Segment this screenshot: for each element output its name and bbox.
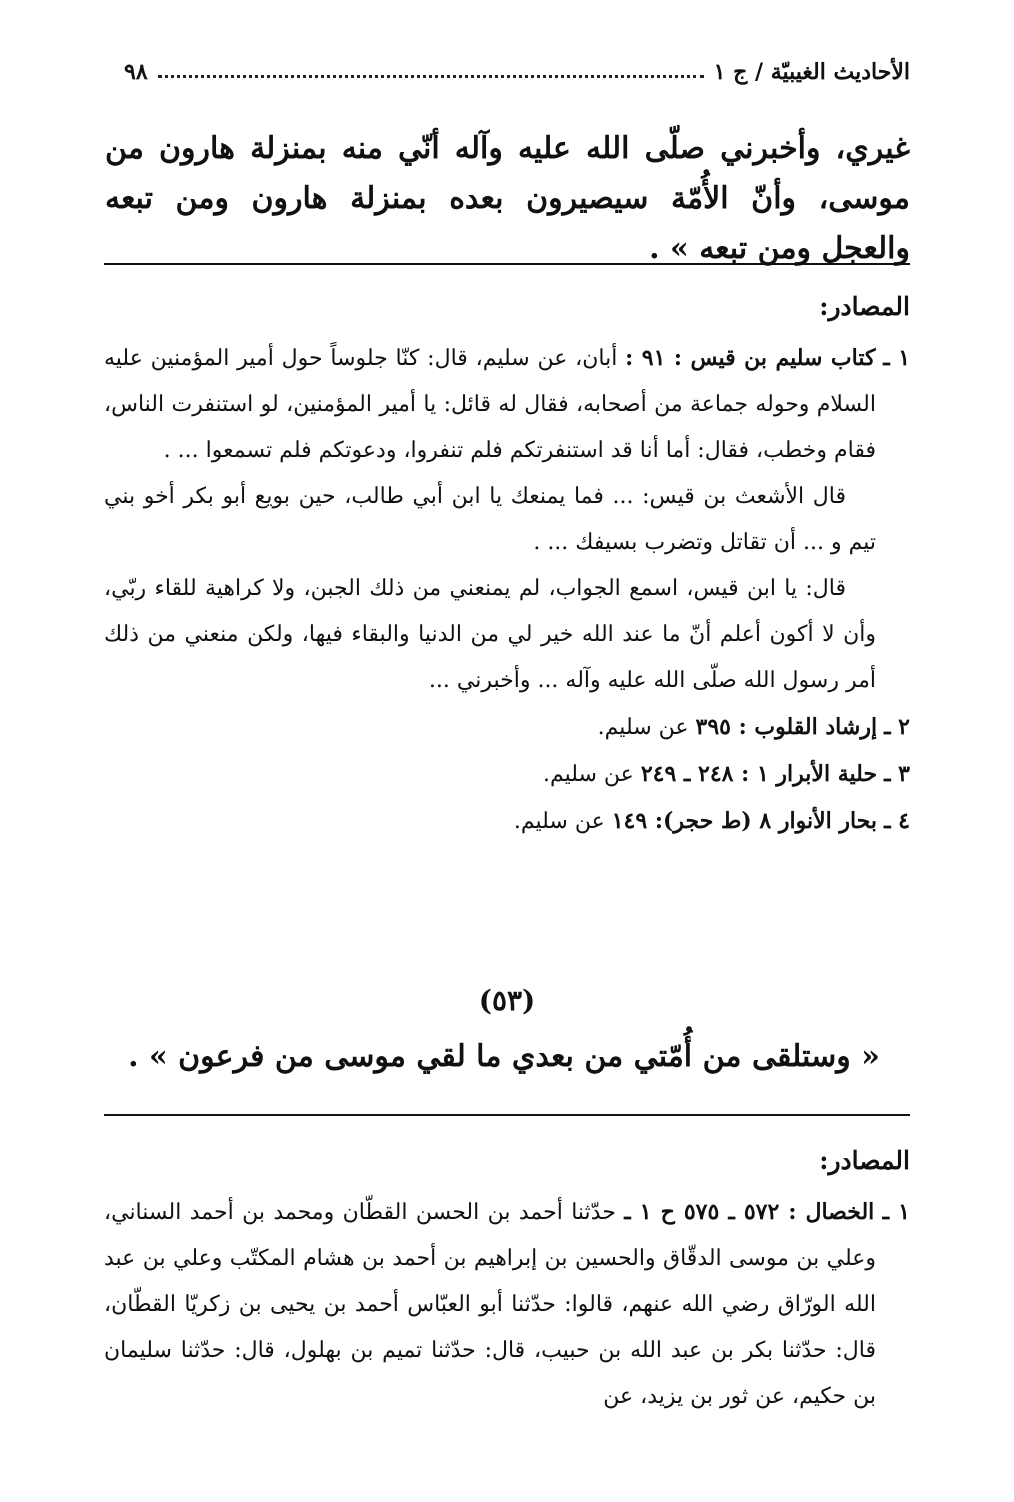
source-text: عن سليم. [542, 762, 634, 787]
source-reference: حلية الأبرار ١ : ٢٤٨ ـ ٢٤٩ [640, 761, 878, 787]
source-reference: إرشاد القلوب : ٣٩٥ [695, 714, 878, 740]
footnote-divider [104, 263, 910, 265]
source-number: ١ ـ [882, 1199, 910, 1225]
source-item [104, 335, 910, 474]
source-item [104, 1189, 910, 1420]
source-paragraph: قال: يا ابن قيس، اسمع الجواب، لم يمنعني من ذلك الجبن، ولا كراهية للقاء ربّي، وأن لا أكون أعلم أنّ ما عند الله خير لي من الدنيا والبقاء فيها، ولكن منعني من ذلك أمر رسول الله صلّى الله عليه وآله ... وأخبرني ... [104, 576, 876, 693]
source-number: ٢ ـ [884, 714, 910, 740]
sources-list [104, 335, 910, 845]
source-item [104, 704, 910, 751]
leader-dots [158, 75, 704, 78]
sources-heading: المصادر: [819, 1146, 910, 1175]
hadith-text: « وستلقى من أُمّتي من بعدي ما لقي موسى من فرعون » . [128, 1039, 880, 1074]
running-header [110, 52, 910, 92]
source-item [104, 751, 910, 798]
sources-heading: المصادر: [819, 292, 910, 321]
hadith-text-continuation: غيري، وأخبرني صلّى الله عليه وآله أنّي منه بمنزلة هارون من موسى، وأنّ الأُمّة سيصيرون بعده بمنزلة هارون ومن تبعه والعجل ومن تبعه » . [105, 131, 910, 266]
source-reference: كتاب سليم بن قيس : ٩١ : [625, 345, 876, 371]
source-reference: بحار الأنوار ٨ (ط حجر): ١٤٩ [611, 808, 878, 834]
source-paragraph: قال الأشعث بن قيس: ... فما يمنعك يا ابن أبي طالب، حين بويع أبو بكر أخو بني تيم و ... أن تقاتل وتضرب بسيفك ... . [104, 484, 876, 555]
source-text: عن سليم. [597, 715, 689, 740]
sources-list [104, 1189, 910, 1420]
source-text: عن سليم. [513, 809, 605, 834]
source-number: ٤ ـ [884, 808, 910, 834]
source-text: حدّثنا أحمد بن الحسن القطّان ومحمد بن أحمد السناني، وعلي بن موسى الدقّاق والحسين بن إبراهيم بن أحمد بن هشام المكتّب وعلي بن عبد الله الورّاق رضي الله عنهم، قالوا: حدّثنا أبو العبّاس أحمد بن يحيى بن زكريّا القطّان، قال: حدّثنا بكر بن عبد الله بن حبيب، قال: حدّثنا تميم بن بهلول، قال: حدّثنا سليمان بن حكيم، عن ثور بن يزيد، عن [104, 1200, 876, 1409]
source-number: ١ ـ [883, 345, 911, 371]
hadith-number: (٥٣) [478, 984, 536, 1017]
source-reference: الخصال : ٥٧٢ ـ ٥٧٥ ح ١ ـ [624, 1199, 875, 1225]
source-text: أبان، عن سليم، قال: كنّا جلوساً حول أمير المؤمنين عليه السلام وحوله جماعة من أصحابه، فقال له قائل: يا أمير المؤمنين، لو استنفرت الناس، فقام وخطب، فقال: أما أنا قد استنفرتكم فلم تنفروا، ودعوتكم فلم تسمعوا ... . [104, 346, 876, 463]
source-item [104, 798, 910, 845]
running-title: الأحاديث الغيبيّة / ج ١ [713, 59, 910, 85]
source-number: ٣ ـ [884, 761, 910, 787]
footnote-divider [104, 1114, 910, 1116]
page-number: ٩٨ [124, 59, 148, 85]
